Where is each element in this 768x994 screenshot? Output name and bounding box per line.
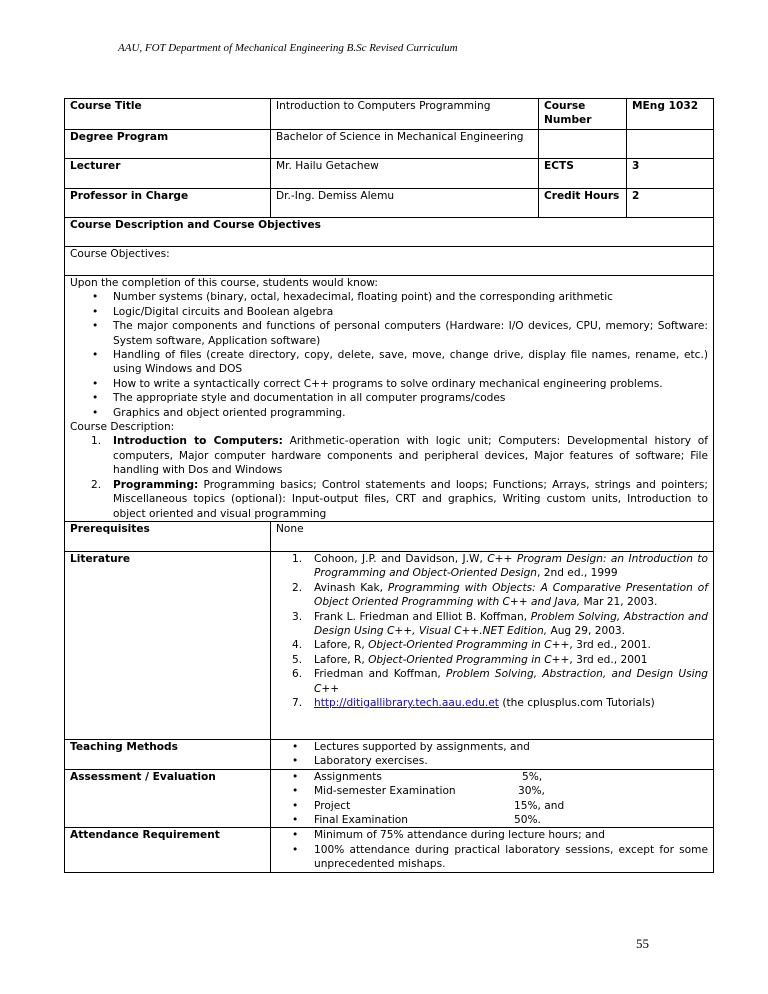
literature-item bbox=[292, 696, 708, 710]
description-topic-title: Programming: bbox=[113, 478, 199, 491]
literature-author: Cohoon, J.P. and Davidson, J.W, bbox=[314, 552, 488, 565]
degree-label: Degree Program bbox=[65, 130, 271, 159]
description-objectives-heading: Course Description and Course Objectives bbox=[65, 218, 714, 247]
assessment-percent: 15%, and bbox=[514, 799, 565, 812]
assessment-item bbox=[314, 784, 708, 798]
literature-cell bbox=[271, 551, 714, 739]
item-number: 1. bbox=[292, 552, 303, 565]
empty-cell bbox=[539, 130, 627, 159]
course-number-value: MEng 1032 bbox=[627, 99, 714, 130]
attendance-item: • 100% attendance during practical laboratory sessions, except for some unprecedented mishaps. bbox=[314, 843, 708, 872]
teaching-method-item: • Lectures supported by assignments, and bbox=[314, 740, 708, 754]
literature-title: Problem Solving, Abstraction and Design Using C++, Visual C++.NET Edition, bbox=[314, 610, 708, 637]
lecturer-value: Mr. Hailu Getachew bbox=[271, 159, 539, 189]
literature-author: Lafore, R, bbox=[314, 639, 369, 652]
literature-item bbox=[292, 653, 708, 667]
literature-edition: Mar 21, 2003. bbox=[580, 596, 658, 609]
empty-cell bbox=[627, 130, 714, 159]
item-number: 2. bbox=[292, 581, 303, 594]
literature-item bbox=[292, 581, 708, 610]
objective-item: • Graphics and object oriented programming. bbox=[113, 406, 708, 420]
running-header: AAU, FOT Department of Mechanical Engineering B.Sc Revised Curriculum bbox=[118, 42, 458, 54]
assessment-percent: 5%, bbox=[522, 770, 543, 783]
item-number: 4. bbox=[292, 639, 303, 652]
assessment-name: Final Examination bbox=[314, 813, 408, 826]
literature-edition: Aug 29, 2003. bbox=[547, 624, 626, 637]
description-label: Course Description: bbox=[70, 421, 175, 434]
description-list bbox=[70, 434, 708, 520]
objective-item: • Handling of files (create directory, copy, delete, save, move, change drive, display file names, rename, etc.) using Windows and DOS bbox=[113, 348, 708, 377]
description-item bbox=[91, 478, 708, 521]
description-topic-text: Programming basics; Control statements and loops; Functions; Arrays, strings and pointers; Miscellaneous topics (optional): Input-output files, CRT and graphics, Writing custom units, Introduction to object oriented and visual programming bbox=[113, 478, 708, 520]
literature-item bbox=[292, 552, 708, 581]
assessment-cell bbox=[271, 769, 714, 828]
item-number: 7. bbox=[292, 696, 303, 709]
assessment-percent: 50%. bbox=[514, 813, 541, 826]
objective-item: • Number systems (binary, octal, hexadecimal, floating point) and the corresponding arithmetic bbox=[113, 290, 708, 304]
description-topic-title: Introduction to Computers: bbox=[113, 435, 283, 448]
credit-hours-value: 2 bbox=[627, 189, 714, 218]
literature-author: Friedman and Koffman, bbox=[314, 668, 446, 681]
link-note: (the cplusplus.com Tutorials) bbox=[498, 696, 655, 709]
literature-label: Literature bbox=[65, 551, 271, 739]
literature-item bbox=[292, 667, 709, 696]
literature-item bbox=[292, 638, 708, 652]
literature-title: Problem Solving, Abstraction, and Design Using C++ bbox=[314, 668, 709, 695]
course-title-value: Introduction to Computers Programming bbox=[271, 99, 539, 130]
prerequisites-value: None bbox=[271, 521, 714, 551]
assessment-name: Assignments bbox=[314, 770, 382, 783]
objective-item: • The major components and functions of personal computers (Hardware: I/O devices, CPU, memory; Software: System software, Application software) bbox=[113, 319, 708, 348]
objective-item: • How to write a syntactically correct C++ programs to solve ordinary mechanical engineering problems. bbox=[113, 377, 708, 391]
objectives-list bbox=[70, 290, 708, 420]
ects-value: 3 bbox=[627, 159, 714, 189]
professor-value: Dr.-Ing. Demiss Alemu bbox=[271, 189, 539, 218]
assessment-name: Mid-semester Examination bbox=[314, 785, 456, 798]
item-number: 6. bbox=[292, 668, 303, 681]
objectives-intro: Upon the completion of this course, students would know: bbox=[70, 277, 378, 289]
assessment-list bbox=[276, 770, 708, 828]
objective-item: • Logic/Digital circuits and Boolean algebra bbox=[113, 305, 708, 319]
teaching-methods-label: Teaching Methods bbox=[65, 739, 271, 769]
degree-value: Bachelor of Science in Mechanical Engineering bbox=[271, 130, 539, 159]
course-table bbox=[64, 98, 714, 873]
item-number: 3. bbox=[292, 610, 303, 623]
description-topic-text: Arithmetic-operation with logic unit; Computers: Developmental history of computers, Major computer hardware components and peripheral devices, Major features of software; File handling with Dos and Windows bbox=[113, 435, 708, 477]
digital-library-link[interactable]: http://ditigallibrary.tech.aau.edu.et bbox=[314, 696, 499, 709]
ects-label: ECTS bbox=[539, 159, 627, 189]
course-number-label: Course Number bbox=[539, 99, 627, 130]
assessment-percent: 30%, bbox=[518, 785, 545, 798]
assessment-item bbox=[314, 799, 708, 813]
item-number: 1. bbox=[91, 435, 102, 448]
assessment-name: Project bbox=[314, 799, 351, 812]
credit-hours-label: Credit Hours bbox=[539, 189, 627, 218]
literature-title: Object-Oriented Programming in C++ bbox=[368, 653, 570, 666]
literature-list bbox=[276, 552, 708, 710]
professor-label: Professor in Charge bbox=[65, 189, 271, 218]
objectives-label: Course Objectives: bbox=[65, 247, 714, 276]
attendance-label: Attendance Requirement bbox=[65, 828, 271, 872]
teaching-method-item: • Laboratory exercises. bbox=[314, 754, 708, 768]
literature-author: Lafore, R, bbox=[314, 653, 369, 666]
attendance-list bbox=[276, 828, 708, 871]
literature-edition: , 3rd ed., 2001 bbox=[569, 653, 648, 666]
assessment-label: Assessment / Evaluation bbox=[65, 769, 271, 828]
description-item bbox=[91, 434, 708, 477]
course-title-label: Course Title bbox=[65, 99, 271, 130]
literature-title: C++ Program Design: an Introduction to Programming and Object-Oriented Design bbox=[314, 552, 708, 580]
item-number: 2. bbox=[91, 478, 102, 491]
literature-author: Frank L. Friedman and Elliot B. Koffman, bbox=[314, 610, 531, 623]
item-number: 5. bbox=[292, 653, 303, 666]
teaching-methods-list bbox=[276, 740, 708, 769]
literature-title: Programming with Objects: A Comparative Presentation of Object Oriented Programming with C++ and Java, bbox=[314, 581, 708, 609]
lecturer-label: Lecturer bbox=[65, 159, 271, 189]
literature-author: Avinash Kak, bbox=[314, 581, 388, 594]
objectives-cell bbox=[65, 276, 714, 522]
literature-item bbox=[292, 610, 708, 639]
literature-title: Object-Oriented Programming in C++ bbox=[368, 639, 570, 652]
assessment-item bbox=[314, 770, 708, 784]
literature-edition: , 3rd ed., 2001. bbox=[569, 639, 651, 652]
literature-edition: , 2nd ed., 1999 bbox=[537, 567, 618, 580]
assessment-item bbox=[314, 813, 708, 827]
page-number: 55 bbox=[636, 936, 649, 951]
objective-item: • The appropriate style and documentation in all computer programs/codes bbox=[113, 391, 708, 405]
attendance-cell bbox=[271, 828, 714, 872]
prerequisites-label: Prerequisites bbox=[65, 521, 271, 551]
teaching-methods-cell bbox=[271, 739, 714, 769]
attendance-item: • Minimum of 75% attendance during lecture hours; and bbox=[314, 828, 708, 842]
